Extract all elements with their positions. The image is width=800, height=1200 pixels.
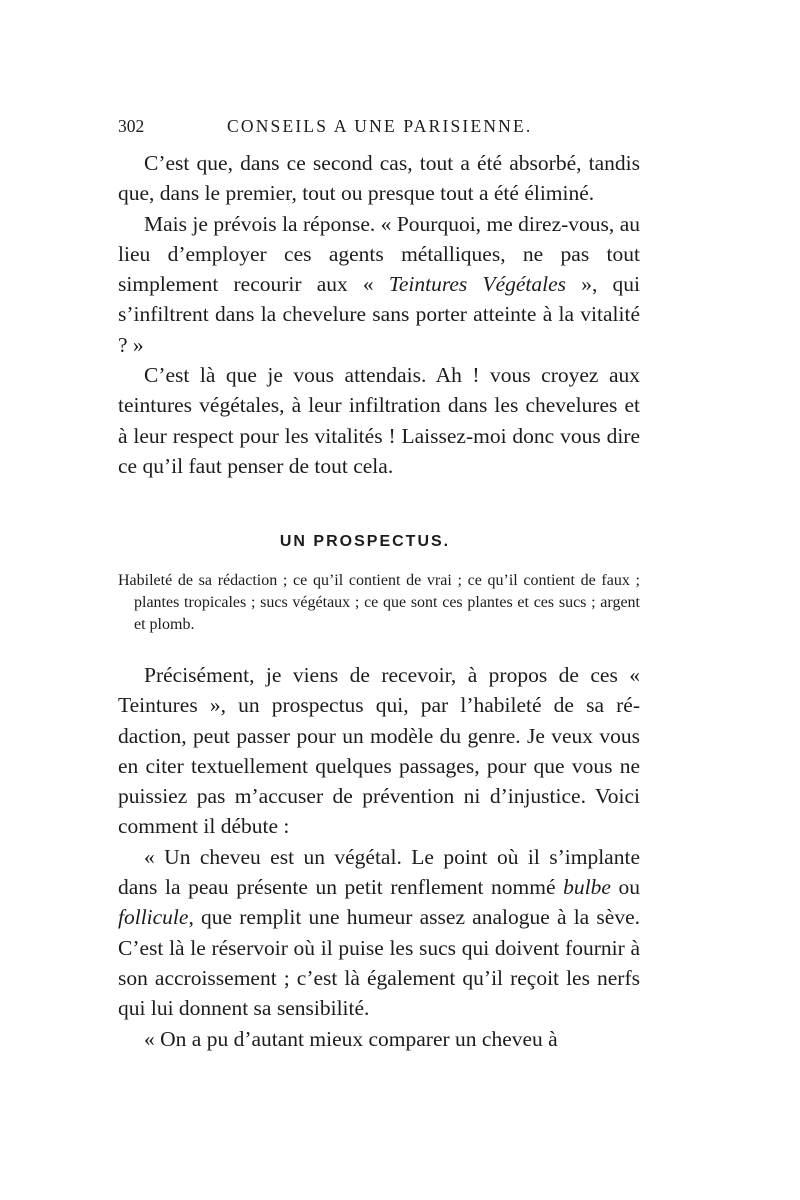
paragraph: C’est là que je vous attendais. Ah ! vous croyez aux teintures végétales, à leur infiltration dans les chevelures et à leur respect pour les vitalités ! Laissez-moi donc vous dire ce qu’il faut penser de tout cela. <box>118 363 640 478</box>
text-run: ou <box>610 875 641 900</box>
paragraph: « On a pu d’autant mieux comparer un cheveu à <box>144 1026 558 1051</box>
page-number: 302 <box>118 116 145 136</box>
text-run: « Un cheveu est un végétal. Le point où il s’implante dans la peau présente un petit renflement nommé <box>118 844 640 900</box>
italic-text: bulbe <box>563 875 611 900</box>
running-head <box>118 116 640 140</box>
text-run: , que remplit une humeur assez analogue à la sève. C’est là le réservoir où il puise les sucs qui doivent fournir à son accroissement ; c’est là également qu’il reçoit les nerfs qui lui donnent sa sensibilité. <box>118 905 640 1021</box>
italic-text: Teintures Végétales <box>388 272 567 297</box>
text-run: Mais je prévois la réponse. « Pourquoi, me direz-vous, au lieu d’employer ces agents métalliques, ne pas tout simplement recourir aux « <box>118 211 640 297</box>
paragraph <box>118 209 640 360</box>
paragraph: C’est que, dans ce second cas, tout a été absorbé, tandis que, dans le premier, tout ou presque tout a été éliminé. <box>118 151 640 206</box>
text-block-bottom <box>118 660 640 1054</box>
paragraph: Précisément, je viens de recevoir, à propos de ces « Teintures », un prospectus qui, par l’habileté de sa rédaction, peut passer pour un modèle du genre. Je veux vous en citer textuellement quelques passages, pour que vous ne puissiez pas m’accuser de prévention ni d’injustice. Voici comment il débute : <box>118 663 640 839</box>
text-run: », qui s’infiltrent dans la chevelure sans porter atteinte à la vitalité ? » <box>118 272 640 357</box>
running-title: CONSEILS A UNE PARISIENNE. <box>227 116 533 136</box>
italic-text: follicule <box>118 905 189 930</box>
section-summary <box>118 570 640 636</box>
section-heading: UN PROSPECTUS. <box>279 533 451 550</box>
paragraph <box>118 842 640 1024</box>
summary-text: Habileté de sa rédaction ; ce qu’il contient de vrai ; ce qu’il contient de faux ; plantes tropicales ; sucs végétaux ; ce que sont ces plantes et ces sucs ; argent et plomb. <box>118 572 640 633</box>
text-block-top <box>118 148 640 481</box>
